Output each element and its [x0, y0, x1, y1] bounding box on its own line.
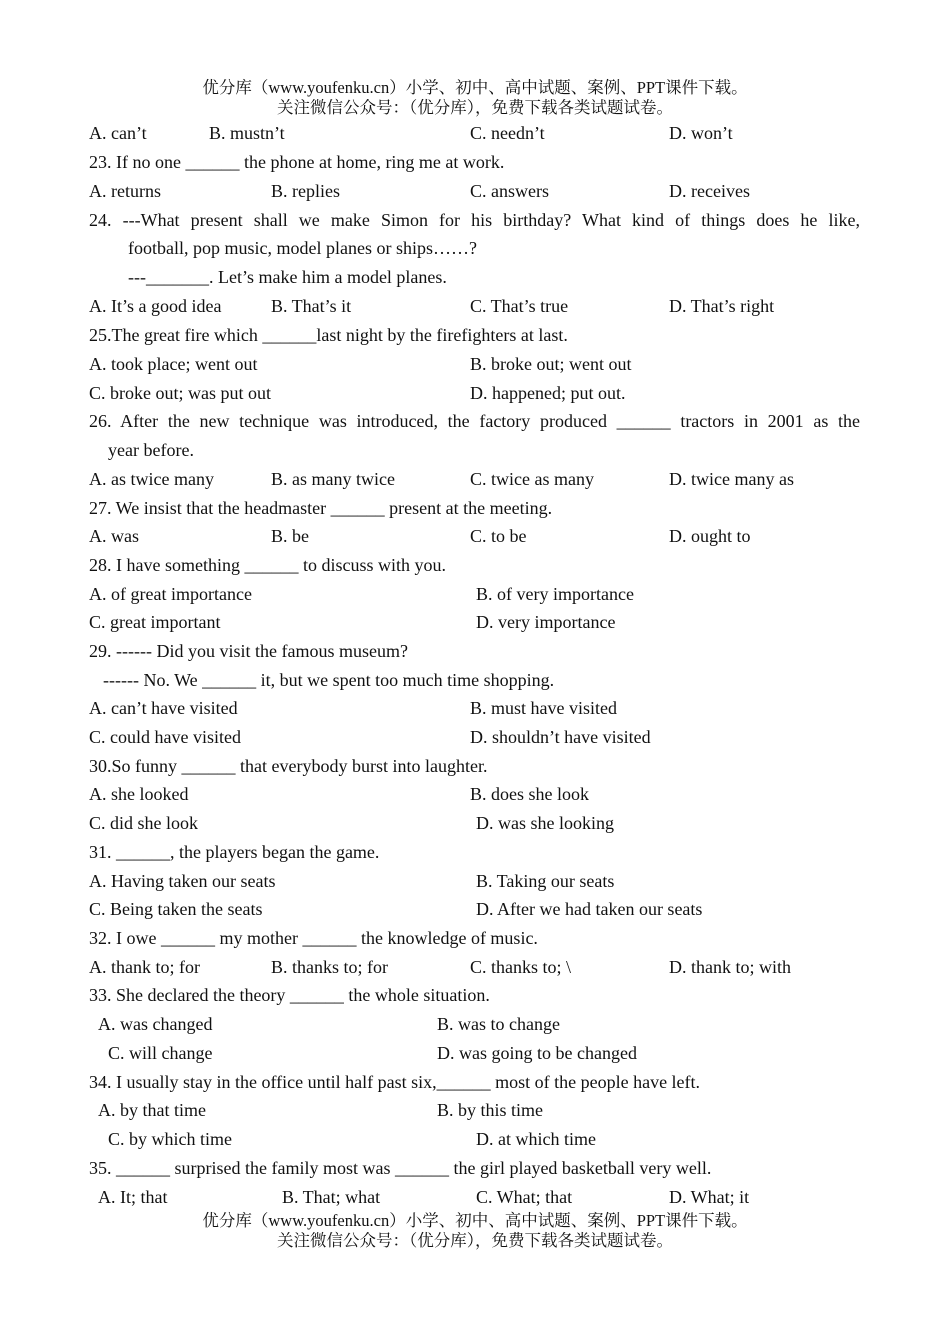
- q25-option-c: C. broke out; was put out: [89, 383, 271, 403]
- q34-option-c: C. by which time: [108, 1129, 232, 1149]
- q27-stem: 27. We insist that the headmaster ______ present at the meeting.: [89, 498, 553, 518]
- q25-option-b: B. broke out; went out: [470, 354, 632, 374]
- q24-stem-line-1: 24. ---What present shall we make Simon for his birthday? What kind of things does he like,: [89, 210, 860, 230]
- q35-option-d: D. What; it: [669, 1187, 750, 1207]
- q23-option-d: D. receives: [669, 181, 750, 201]
- q31-option-d: D. After we had taken our seats: [476, 899, 703, 919]
- q24-stem-line-2: football, pop music, model planes or ships……?: [128, 238, 477, 258]
- q33-option-b: B. was to change: [437, 1014, 560, 1034]
- q22-option-d: D. won’t: [669, 123, 733, 143]
- q25-option-d: D. happened; put out.: [470, 383, 626, 403]
- q31-stem: 31. ______, the players began the game.: [89, 842, 380, 862]
- q29-stem-line-1: 29. ------ Did you visit the famous museum?: [89, 641, 408, 661]
- q23-option-c: C. answers: [470, 181, 549, 201]
- q32-option-a: A. thank to; for: [89, 957, 200, 977]
- q25-option-a: A. took place; went out: [89, 354, 258, 374]
- q27-option-b: B. be: [271, 526, 309, 546]
- q23-stem: 23. If no one ______ the phone at home, ring me at work.: [89, 152, 505, 172]
- q24-option-c: C. That’s true: [470, 296, 569, 316]
- q29-option-c: C. could have visited: [89, 727, 241, 747]
- q31-option-c: C. Being taken the seats: [89, 899, 263, 919]
- footer-line-2: 关注微信公众号：（优分库），免费下载各类试题试卷。: [277, 1231, 673, 1250]
- q30-stem: 30.So funny ______ that everybody burst into laughter.: [89, 756, 488, 776]
- q26-stem-line-1: 26. After the new technique was introduced, the factory produced ______ tractors in 2001 as the: [89, 411, 860, 431]
- q34-option-b: B. by this time: [437, 1100, 544, 1120]
- q30-option-b: B. does she look: [470, 784, 589, 804]
- header-line-1: 优分库（www.youfenku.cn）小学、初中、高中试题、案例、PPT课件下载。: [202, 78, 748, 97]
- q35-option-c: C. What; that: [476, 1187, 573, 1207]
- q31-option-a: A. Having taken our seats: [89, 871, 276, 891]
- q22-option-b: B. mustn’t: [209, 123, 285, 143]
- q35-option-a: A. It; that: [98, 1187, 168, 1207]
- q26-stem-line-2: year before.: [108, 440, 194, 460]
- q32-option-d: D. thank to; with: [669, 957, 791, 977]
- q34-option-a: A. by that time: [98, 1100, 206, 1120]
- q32-option-b: B. thanks to; for: [271, 957, 388, 977]
- q24-option-b: B. That’s it: [271, 296, 352, 316]
- q33-stem: 33. She declared the theory ______ the whole situation.: [89, 985, 490, 1005]
- q32-option-c: C. thanks to; \: [470, 957, 572, 977]
- q28-option-b: B. of very importance: [476, 584, 634, 604]
- q28-option-d: D. very importance: [476, 612, 616, 632]
- q31-option-b: B. Taking our seats: [476, 871, 615, 891]
- q22-option-a: A. can’t: [89, 123, 147, 143]
- q35-stem: 35. ______ surprised the family most was ______ the girl played basketball very well.: [89, 1158, 712, 1178]
- q29-stem-line-2: ------ No. We ______ it, but we spent too much time shopping.: [103, 670, 555, 690]
- q27-option-d: D. ought to: [669, 526, 751, 546]
- q26-option-d: D. twice many as: [669, 469, 794, 489]
- footer-line-1: 优分库（www.youfenku.cn）小学、初中、高中试题、案例、PPT课件下载。: [202, 1211, 748, 1230]
- q25-stem: 25.The great fire which ______last night by the firefighters at last.: [89, 325, 568, 345]
- q29-option-d: D. shouldn’t have visited: [470, 727, 651, 747]
- q26-option-b: B. as many twice: [271, 469, 395, 489]
- q35-option-b: B. That; what: [282, 1187, 381, 1207]
- q29-option-a: A. can’t have visited: [89, 698, 238, 718]
- q27-option-a: A. was: [89, 526, 139, 546]
- q23-option-b: B. replies: [271, 181, 340, 201]
- q28-option-c: C. great important: [89, 612, 221, 632]
- q24-stem-line-3: ---_______. Let’s make him a model planes.: [128, 267, 447, 287]
- q34-stem: 34. I usually stay in the office until half past six,______ most of the people have left.: [89, 1072, 701, 1092]
- q22-option-c: C. needn’t: [470, 123, 545, 143]
- q30-option-c: C. did she look: [89, 813, 199, 833]
- q34-option-d: D. at which time: [476, 1129, 596, 1149]
- header-line-2: 关注微信公众号：（优分库），免费下载各类试题试卷。: [277, 98, 673, 117]
- q23-option-a: A. returns: [89, 181, 161, 201]
- q30-option-a: A. she looked: [89, 784, 189, 804]
- q27-option-c: C. to be: [470, 526, 527, 546]
- q29-option-b: B. must have visited: [470, 698, 617, 718]
- q24-option-a: A. It’s a good idea: [89, 296, 222, 316]
- q26-option-a: A. as twice many: [89, 469, 214, 489]
- q33-option-a: A. was changed: [98, 1014, 213, 1034]
- q28-stem: 28. I have something ______ to discuss with you.: [89, 555, 446, 575]
- q33-option-d: D. was going to be changed: [437, 1043, 637, 1063]
- q24-option-d: D. That’s right: [669, 296, 775, 316]
- q30-option-d: D. was she looking: [476, 813, 614, 833]
- q28-option-a: A. of great importance: [89, 584, 252, 604]
- q32-stem: 32. I owe ______ my mother ______ the knowledge of music.: [89, 928, 538, 948]
- q26-option-c: C. twice as many: [470, 469, 594, 489]
- q33-option-c: C. will change: [108, 1043, 213, 1063]
